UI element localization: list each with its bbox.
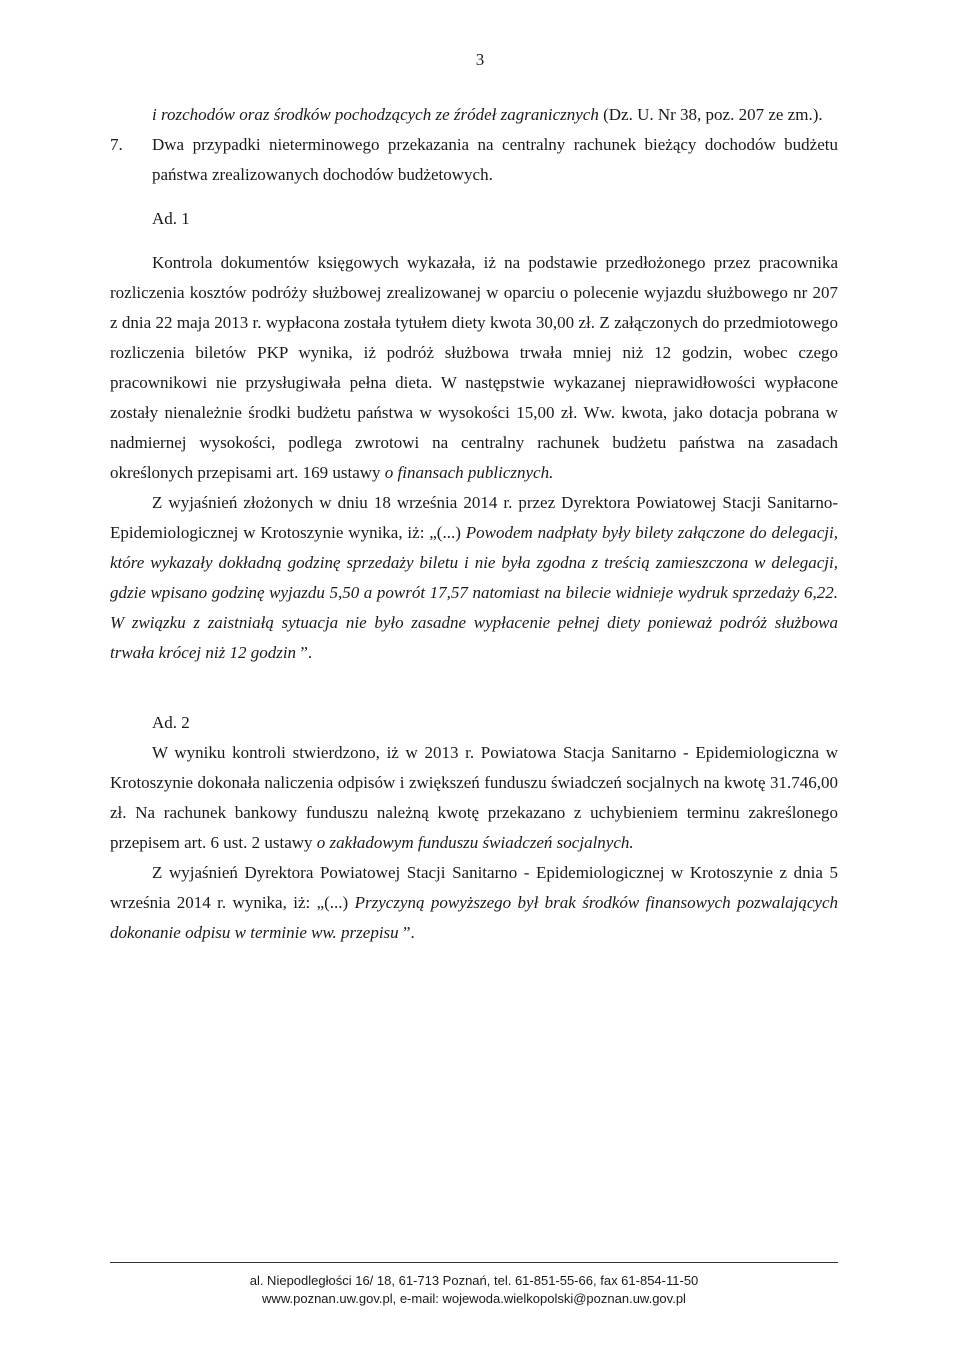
list-text: Dwa przypadki nieterminowego przekazania na centralny rachunek bieżący dochodów budżetu państwa zrealizowanych dochodów budżetowych.	[152, 135, 838, 184]
ad1-p2-text: Z wyjaśnień złożonych w dniu 18 września 2014 r. przez Dyrektora Powiatowej Stacji Sanitarno-Epidemiologicznej w Krotoszynie wynika, iż: „(...)	[110, 493, 838, 542]
ad2-p1-text: W wyniku kontroli stwierdzono, iż w 2013 r. Powiatowa Stacja Sanitarno - Epidemiologiczna w Krotoszynie dokonała naliczenia odpisów i zwiększeń funduszu świadczeń socjalnych na kwotę 31.746,00 zł. Na rachunek bankowy funduszu należną kwotę przekazano z uchybieniem terminu zakreślonego przepisem art. 6 ust. 2 ustawy	[110, 743, 838, 852]
ad1-p2-end: ”.	[296, 643, 313, 662]
document-body	[110, 100, 838, 948]
ad1-p1-text: Kontrola dokumentów księgowych wykazała, iż na podstawie przedłożonego przez pracownika rozliczenia kosztów podróży służbowej zrealizowanej w oparciu o polecenie wyjazdu służbowego nr 207 z dnia 22 maja 2013 r. wypłacona została tytułem diety kwota 30,00 zł. Z załączonych do przedmiotowego rozliczenia biletów PKP wynika, iż podróż służbowa trwała mniej niż 12 godzin, wobec czego pracownikowi nie przysługiwała pełna dieta. W następstwie wykazanej nieprawidłowości wypłacone zostały nienależnie środki budżetu państwa w wysokości 15,00 zł. Ww. kwota, jako dotacja pobrana w nadmiernej wysokości, podlega zwrotowi na centralny rachunek budżetu państwa na zasadach określonych przepisami art. 169 ustawy	[110, 253, 838, 482]
footer-contact: www.poznan.uw.gov.pl, e-mail: wojewoda.wielkopolski@poznan.uw.gov.pl	[262, 1291, 686, 1306]
ad1-paragraph-2	[110, 488, 838, 668]
continued-paragraph	[110, 100, 838, 130]
footer-divider	[110, 1262, 838, 1263]
ad2-paragraph-2	[110, 858, 838, 948]
ad2-paragraph-1	[110, 738, 838, 858]
ad1-p2-quote: Powodem nadpłaty były bilety załączone do delegacji, które wykazały dokładną godzinę sprzedaży biletu i nie była zgodna z treścią zamieszczona w delegacji, gdzie wpisano godzinę wyjazdu 5,50 a powrót 17,57 natomiast na bilecie widnieje wydruk sprzedaży 6,22. W związku z zaistniałą sytuacja nie było zasadne wypłacenie pełnej diety ponieważ podróż służbowa trwała krócej niż 12 godzin	[110, 523, 838, 662]
ad2-p2-end: ”.	[398, 923, 415, 942]
list-item-7	[110, 130, 838, 190]
section-heading-ad2: Ad. 2	[152, 713, 190, 732]
footer-address: al. Niepodległości 16/ 18, 61-713 Poznań, tel. 61-851-55-66, fax 61-854-11-50	[249, 1273, 699, 1288]
ad2-p2-quote: Przyczyną powyższego był brak środków finansowych pozwalających dokonanie odpisu w terminie ww. przepisu	[110, 893, 839, 942]
ad1-p1-italic: o finansach publicznych.	[384, 463, 554, 482]
act-title-italic: i rozchodów oraz środków pochodzących ze źródeł zagranicznych	[152, 105, 599, 124]
footer	[110, 1272, 838, 1308]
ad2-p2-text: Z wyjaśnień Dyrektora Powiatowej Stacji Sanitarno - Epidemiologicznej w Krotoszynie z dnia 5 września 2014 r. wynika, iż: „(...)	[110, 863, 838, 912]
page-number: 3	[475, 50, 485, 69]
act-reference: (Dz. U. Nr 38, poz. 207 ze zm.).	[598, 105, 823, 124]
list-number: 7.	[110, 135, 123, 154]
ad2-p1-italic: o zakładowym funduszu świadczeń socjalnych.	[316, 833, 634, 852]
section-heading-ad1: Ad. 1	[152, 209, 190, 228]
ad1-paragraph-1	[110, 248, 838, 488]
